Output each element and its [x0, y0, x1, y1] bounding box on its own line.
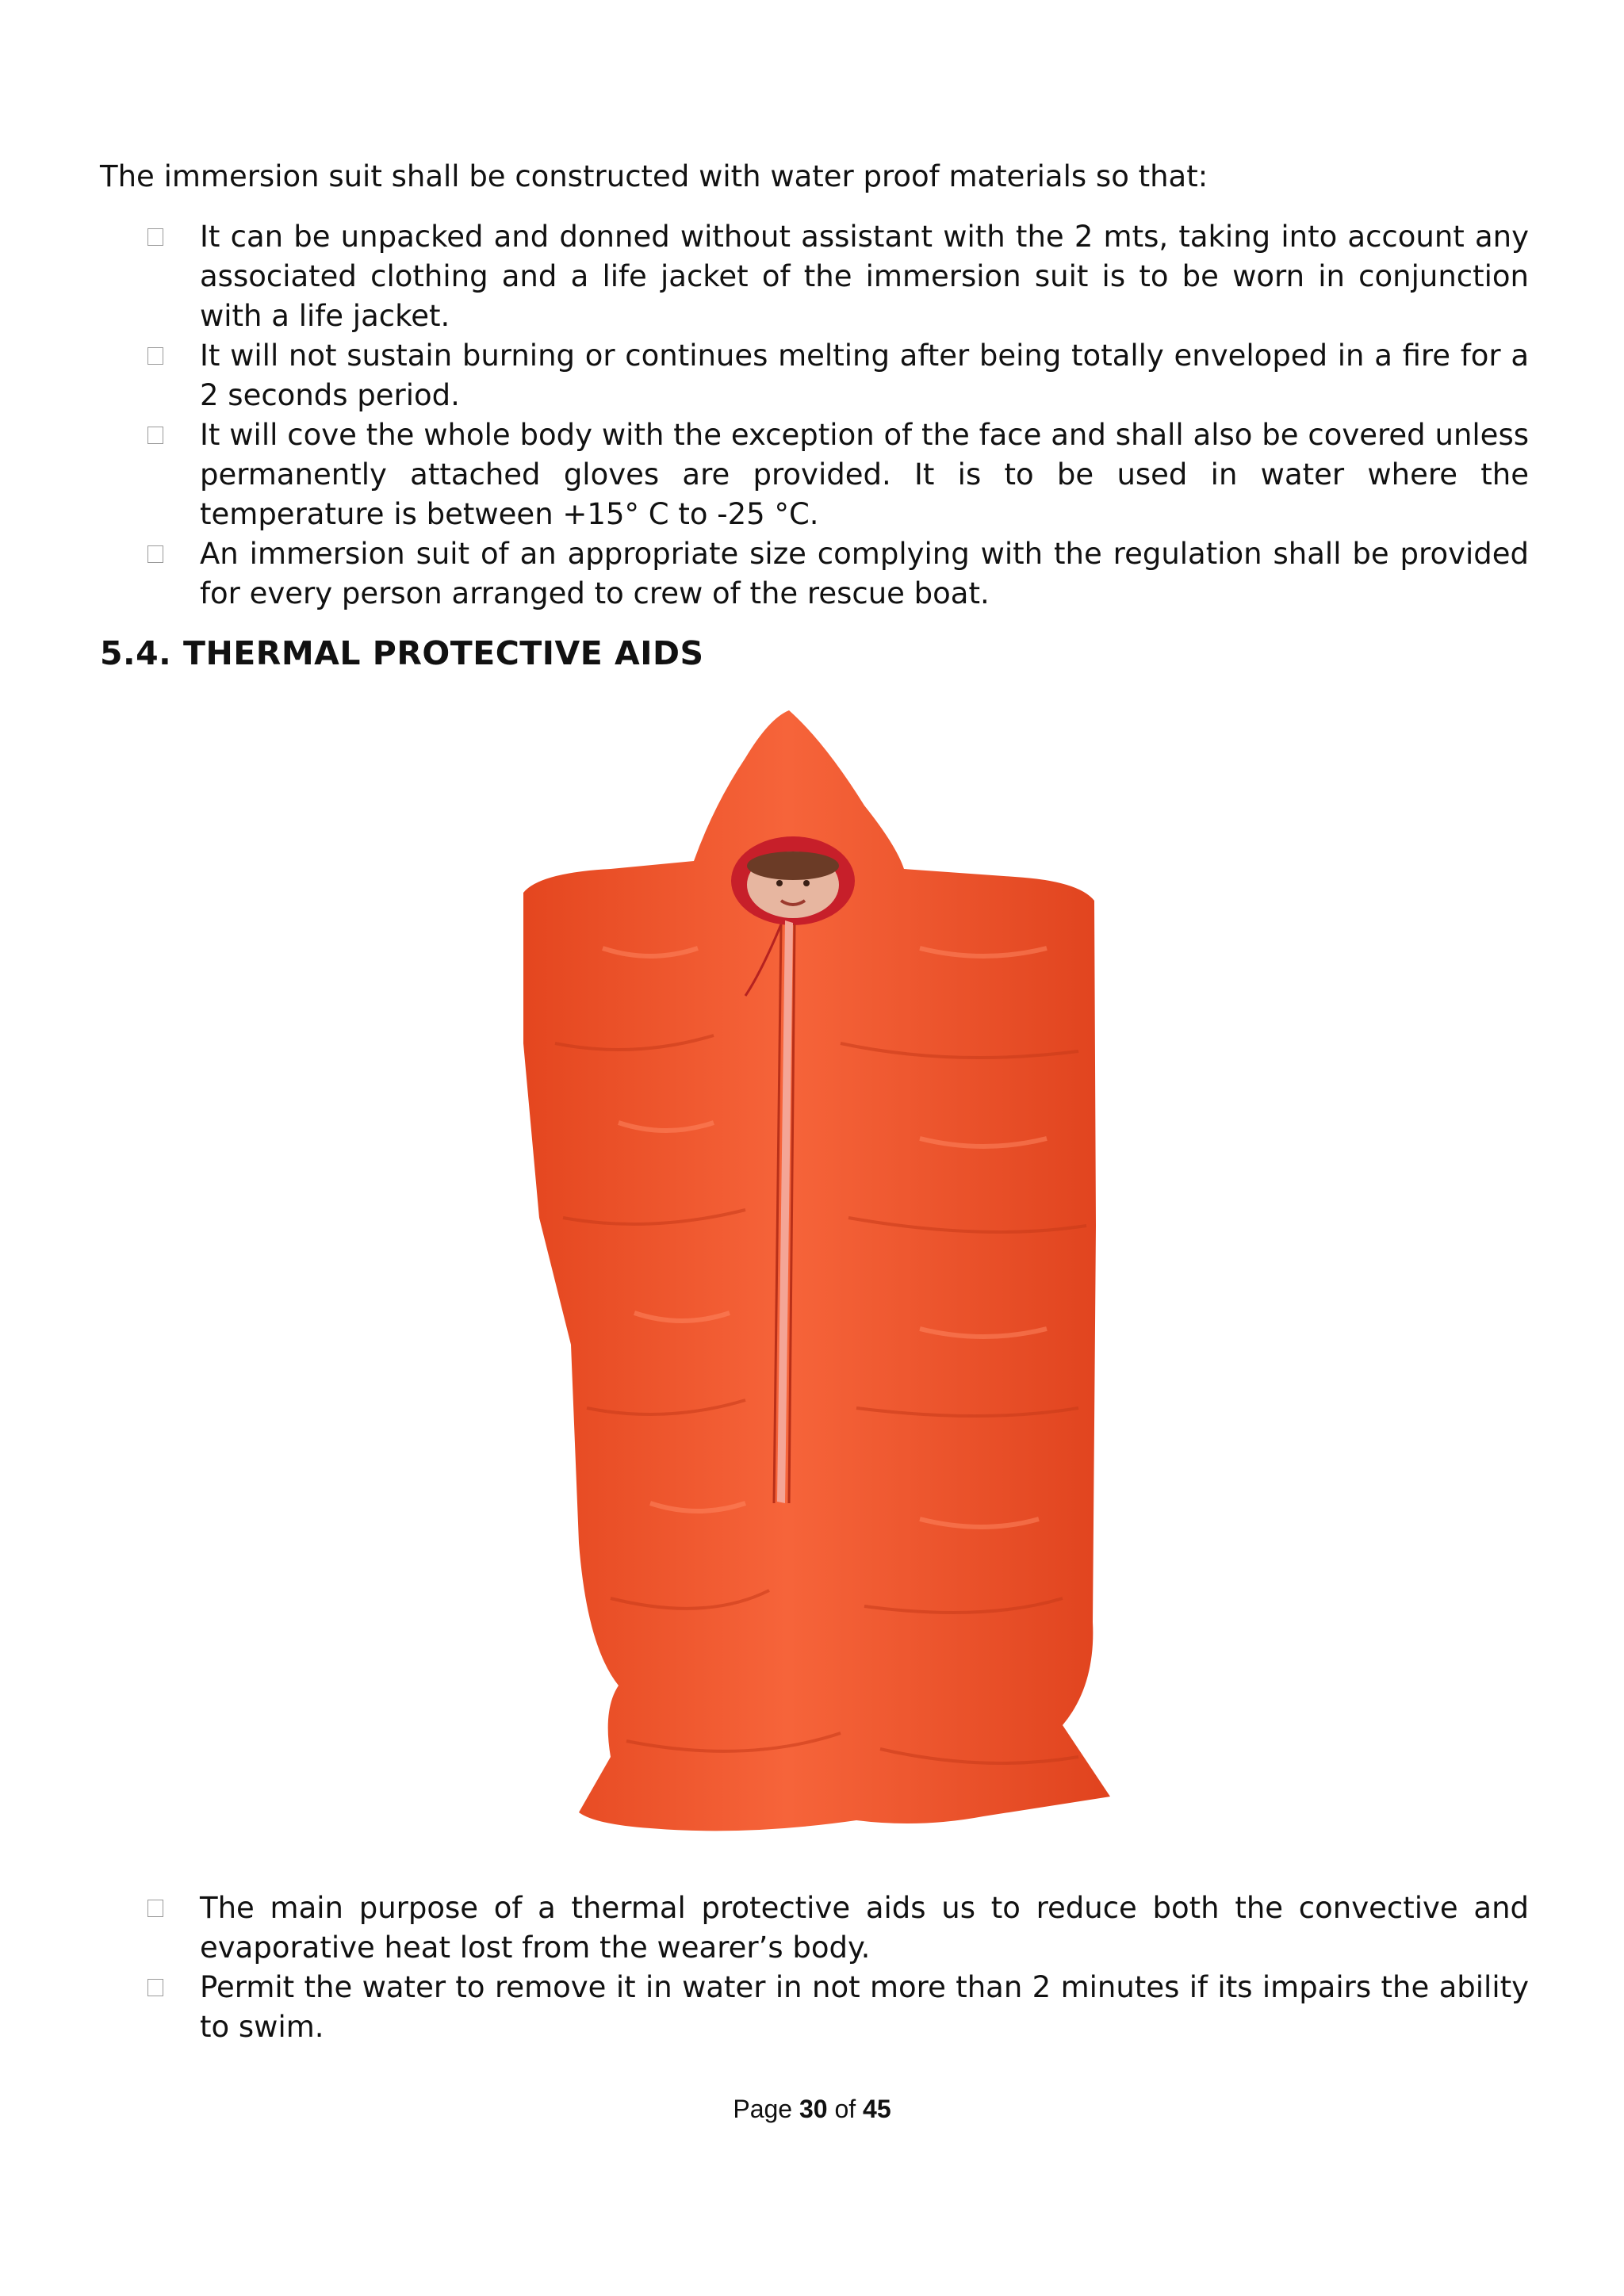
checkbox-bullet-icon [147, 1979, 163, 1996]
intro-paragraph: The immersion suit shall be constructed with water proof materials so that: [100, 159, 1208, 193]
list-item-text: It can be unpacked and donned without assistant with the 2 mts, taking into account any associated clothing and a life jacket of the immersion suit is to be worn in conjunction with a life jacket. [200, 220, 1529, 333]
list-item-text: The main purpose of a thermal protective aids us to reduce both the convective and evaporative heat lost from the wearer’s body. [200, 1891, 1529, 1965]
total-page-count: 45 [863, 2095, 891, 2123]
current-page-number: 30 [799, 2095, 828, 2123]
list-item [0, 1888, 1624, 1968]
list-item-text: An immersion suit of an appropriate size complying with the regulation shall be provided for every person arranged to crew of the rescue boat. [200, 537, 1529, 610]
thermal-protective-aid-photo [508, 710, 1110, 1844]
list-item [0, 336, 1624, 415]
hair [747, 851, 839, 880]
list-item [0, 1968, 1624, 2047]
eye [803, 880, 810, 886]
list-item-text: It will not sustain burning or continues melting after being totally enveloped in a fire for a 2 seconds period. [200, 339, 1529, 412]
checkbox-bullet-icon [147, 1900, 163, 1917]
page-footer [0, 2095, 1624, 2124]
section-heading: 5.4. THERMAL PROTECTIVE AIDS [100, 634, 704, 672]
checkbox-bullet-icon [147, 545, 163, 563]
list-item-text: It will cove the whole body with the exception of the face and shall also be covered unless permanently attached gloves are provided. It is to be used in water where the temperature is between +15° C to -25 °C. [200, 418, 1529, 531]
immersion-suit-requirements-list [0, 217, 1624, 614]
eye [776, 880, 783, 886]
checkbox-bullet-icon [147, 427, 163, 444]
list-item [0, 415, 1624, 534]
checkbox-bullet-icon [147, 228, 163, 246]
list-item [0, 534, 1624, 614]
page-of-label: of [834, 2095, 856, 2123]
list-item [0, 217, 1624, 336]
thermal-aid-purpose-list [0, 1888, 1624, 2047]
list-item-text: Permit the water to remove it in water in not more than 2 minutes if its impairs the ability to swim. [200, 1970, 1529, 2044]
page-label: Page [733, 2095, 793, 2123]
checkbox-bullet-icon [147, 347, 163, 365]
